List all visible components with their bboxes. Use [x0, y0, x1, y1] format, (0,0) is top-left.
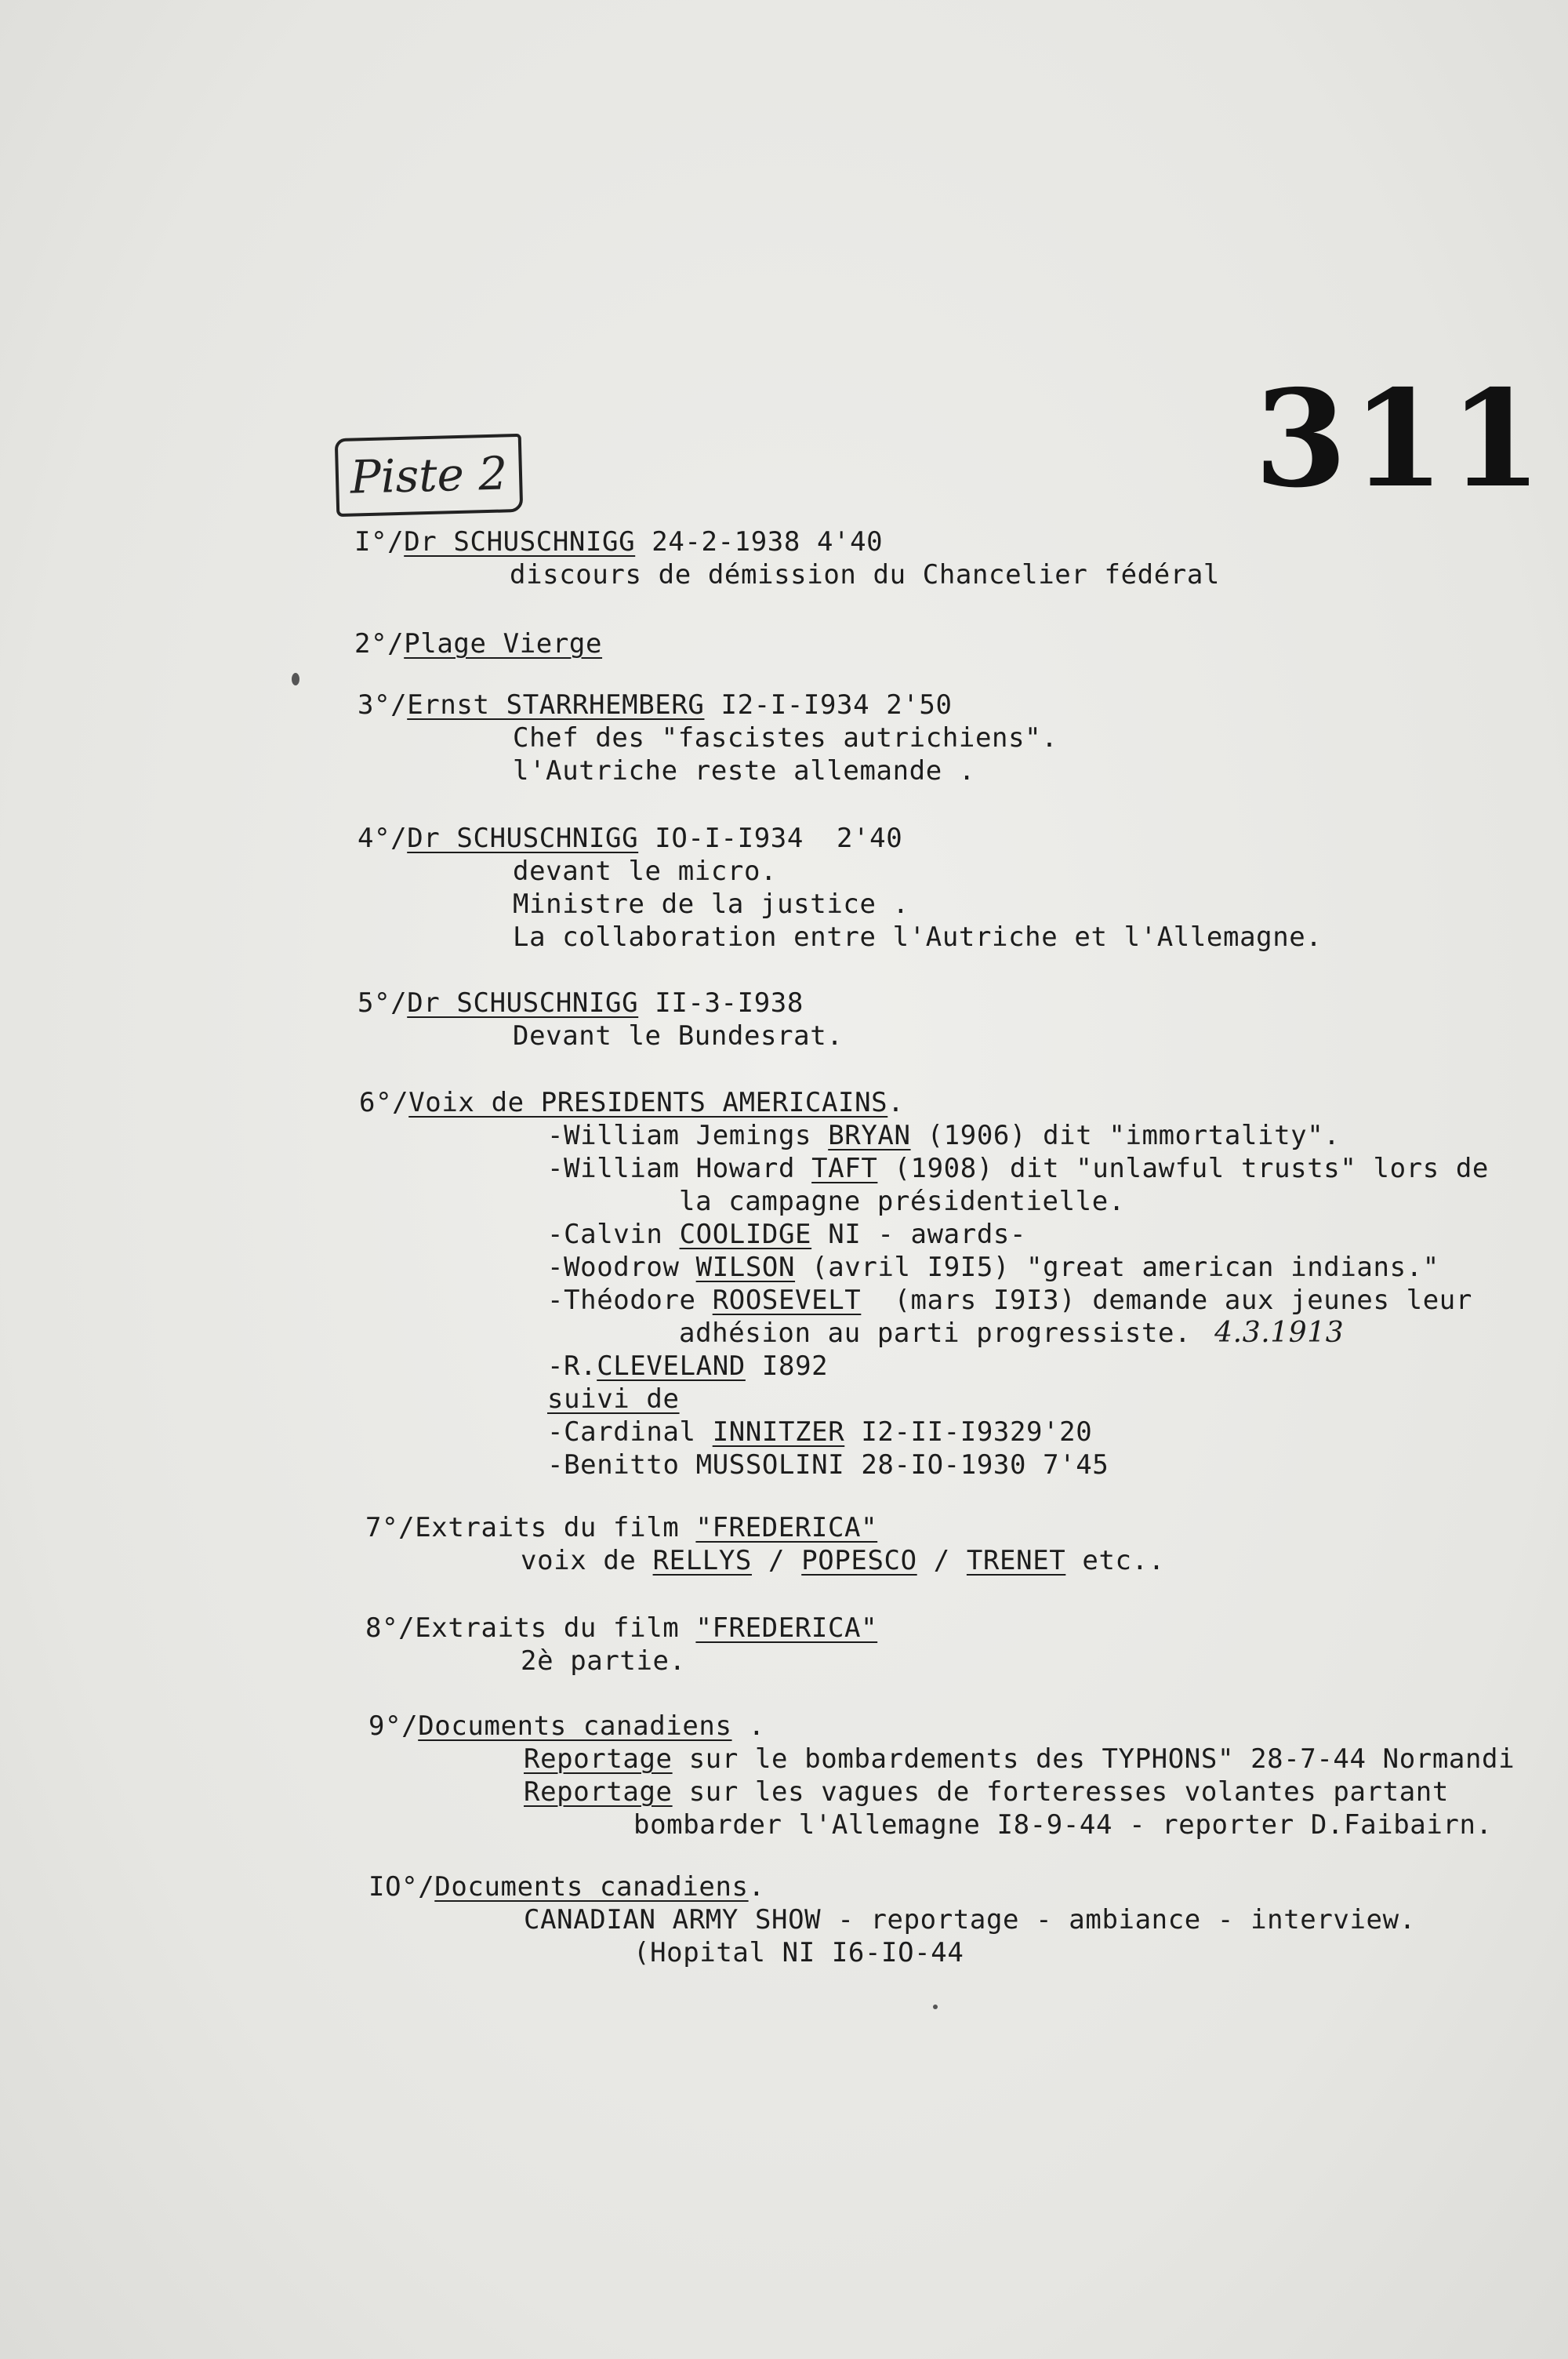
text-segment: (1906) dit "immortality".	[910, 1120, 1341, 1151]
text-segment: sur le bombardements des TYPHONS" 28-7-44 Normandi	[672, 1743, 1515, 1775]
entry-line	[547, 1416, 1092, 1448]
entry-number: 6°/	[359, 1087, 409, 1118]
text-segment: La collaboration entre l'Autriche et l'Allemagne.	[513, 921, 1323, 953]
entry-line	[524, 1743, 1515, 1776]
text-segment: NI - awards-	[811, 1219, 1027, 1250]
text-segment: 24-2-1938 4'40	[635, 526, 884, 558]
entry-number: 8°/	[365, 1612, 416, 1644]
handwritten-date: 4.3.1913	[1214, 1317, 1345, 1349]
text-segment: bombarder l'Allemagne I8-9-44 - reporter D.Faibairn.	[633, 1809, 1493, 1841]
underlined-text: Reportage	[524, 1776, 673, 1808]
entry-line	[513, 754, 975, 787]
entry-heading	[365, 1511, 877, 1544]
underlined-text: Documents canadiens	[434, 1871, 749, 1903]
text-segment: Extraits du film	[415, 1612, 696, 1644]
entry-number: 3°/	[358, 689, 408, 721]
text-segment: IO-I-I934 2'40	[638, 823, 903, 854]
text-segment: CANADIAN ARMY SHOW - reportage - ambiance - interview.	[524, 1904, 1416, 1936]
text-segment: -Woodrow	[547, 1252, 696, 1283]
text-segment: -R.	[547, 1350, 597, 1382]
underlined-text: BRYAN	[828, 1120, 911, 1151]
entry-line	[524, 1903, 1416, 1936]
text-segment: sur les vagues de forteresses volantes partant	[672, 1776, 1449, 1808]
entry-number: IO°/	[368, 1871, 435, 1903]
text-segment: -Benitto MUSSOLINI 28-IO-1930 7'45	[547, 1449, 1109, 1481]
entry-line	[524, 1776, 1449, 1808]
entry-line	[547, 1119, 1340, 1152]
entry-line	[510, 558, 1220, 591]
text-segment: etc..	[1065, 1545, 1165, 1576]
text-segment: (mars I9I3) demande aux jeunes leur	[861, 1285, 1472, 1316]
entry-line	[547, 1383, 680, 1416]
underlined-text: Dr SCHUSCHNIGG	[404, 526, 636, 558]
entry-line	[547, 1284, 1472, 1317]
entry-line	[547, 1448, 1109, 1481]
text-segment: II-3-I938	[638, 987, 804, 1019]
text-segment: -Théodore	[547, 1285, 713, 1316]
entry-line	[521, 1544, 1165, 1577]
text-segment: (Hopital NI I6-IO-44	[633, 1937, 964, 1968]
entry-number: 2°/	[354, 628, 405, 660]
text-segment: Devant le Bundesrat.	[513, 1020, 844, 1052]
page-number-stamp: 311	[1254, 361, 1547, 518]
underlined-text: Dr SCHUSCHNIGG	[407, 823, 639, 854]
underlined-text: Reportage	[524, 1743, 673, 1775]
text-segment: (1908) dit "unlawful trusts" lors de	[877, 1153, 1489, 1184]
underlined-text: TRENET	[966, 1545, 1066, 1576]
text-segment: I2-I-I934 2'50	[704, 689, 953, 721]
underlined-text: CLEVELAND	[597, 1350, 746, 1382]
underlined-text: COOLIDGE	[679, 1219, 812, 1250]
entry-heading	[354, 627, 602, 660]
entry-line	[547, 1152, 1489, 1185]
entry-line	[513, 888, 909, 921]
underlined-text: INNITZER	[712, 1416, 845, 1448]
underlined-text: suivi de	[547, 1383, 680, 1415]
text-segment: discours de démission du Chancelier fédéral	[510, 559, 1220, 591]
ink-speck	[933, 2005, 938, 2009]
text-segment: I2-II-I9329'20	[844, 1416, 1093, 1448]
entry-number: 5°/	[358, 987, 408, 1019]
entry-line	[679, 1185, 1125, 1218]
underlined-text: TAFT	[811, 1153, 878, 1184]
text-segment: voix de	[521, 1545, 653, 1576]
entry-line	[521, 1645, 686, 1677]
underlined-text: "FREDERICA"	[695, 1512, 878, 1543]
underlined-text: "FREDERICA"	[695, 1612, 878, 1644]
track-label: Piste 2	[349, 446, 509, 504]
text-segment: .	[731, 1710, 765, 1742]
entry-heading	[368, 1710, 765, 1743]
entry-line	[513, 1020, 843, 1052]
underlined-text: WILSON	[695, 1252, 796, 1283]
underlined-text: Dr SCHUSCHNIGG	[407, 987, 639, 1019]
text-segment: Ministre de la justice .	[513, 889, 909, 920]
underlined-text: Ernst STARRHEMBERG	[407, 689, 705, 721]
entry-heading	[368, 1870, 765, 1903]
underlined-text: ROOSEVELT	[712, 1285, 862, 1316]
underlined-text: POPESCO	[801, 1545, 917, 1576]
text-segment: (avril I9I5) "great american indians."	[795, 1252, 1439, 1283]
text-segment: la campagne présidentielle.	[679, 1186, 1125, 1217]
text-segment: Chef des "fascistes autrichiens".	[513, 722, 1058, 754]
underlined-text: Voix de PRESIDENTS AMERICAINS	[408, 1087, 888, 1118]
text-segment: .	[887, 1087, 905, 1118]
entry-line	[513, 722, 1058, 754]
text-segment: /	[751, 1545, 802, 1576]
text-segment: -Cardinal	[547, 1416, 713, 1448]
entry-line	[547, 1350, 828, 1383]
ink-speck	[292, 673, 299, 685]
text-segment: l'Autriche reste allemande .	[513, 755, 975, 787]
entry-line	[679, 1317, 1344, 1350]
entry-line	[547, 1251, 1439, 1284]
entry-number: 4°/	[358, 823, 408, 854]
text-segment: .	[748, 1871, 765, 1903]
text-segment: adhésion au parti progressiste.	[679, 1318, 1192, 1349]
entry-heading	[359, 1086, 904, 1119]
text-segment: Extraits du film	[415, 1512, 696, 1543]
entry-heading	[354, 525, 883, 558]
text-segment: I892	[745, 1350, 829, 1382]
text-segment: devant le micro.	[513, 856, 778, 887]
entry-number: 9°/	[368, 1710, 419, 1742]
text-segment: -William Howard	[547, 1153, 812, 1184]
entry-line	[633, 1936, 964, 1969]
entry-line	[513, 921, 1322, 954]
text-segment: -William Jemings	[547, 1120, 829, 1151]
entry-line	[633, 1808, 1493, 1841]
text-segment: -Calvin	[547, 1219, 680, 1250]
underlined-text: Documents canadiens	[418, 1710, 732, 1742]
text-segment: 2è partie.	[521, 1645, 686, 1677]
underlined-text: RELLYS	[652, 1545, 752, 1576]
entry-heading	[358, 689, 953, 722]
track-label-box	[335, 434, 524, 517]
entry-heading	[358, 822, 902, 855]
entry-number: I°/	[354, 526, 405, 558]
entry-line	[513, 855, 777, 888]
entry-heading	[358, 987, 804, 1020]
underlined-text: Plage Vierge	[404, 628, 603, 660]
entry-line	[547, 1218, 1026, 1251]
entry-number: 7°/	[365, 1512, 416, 1543]
entry-heading	[365, 1612, 877, 1645]
text-segment: /	[916, 1545, 967, 1576]
